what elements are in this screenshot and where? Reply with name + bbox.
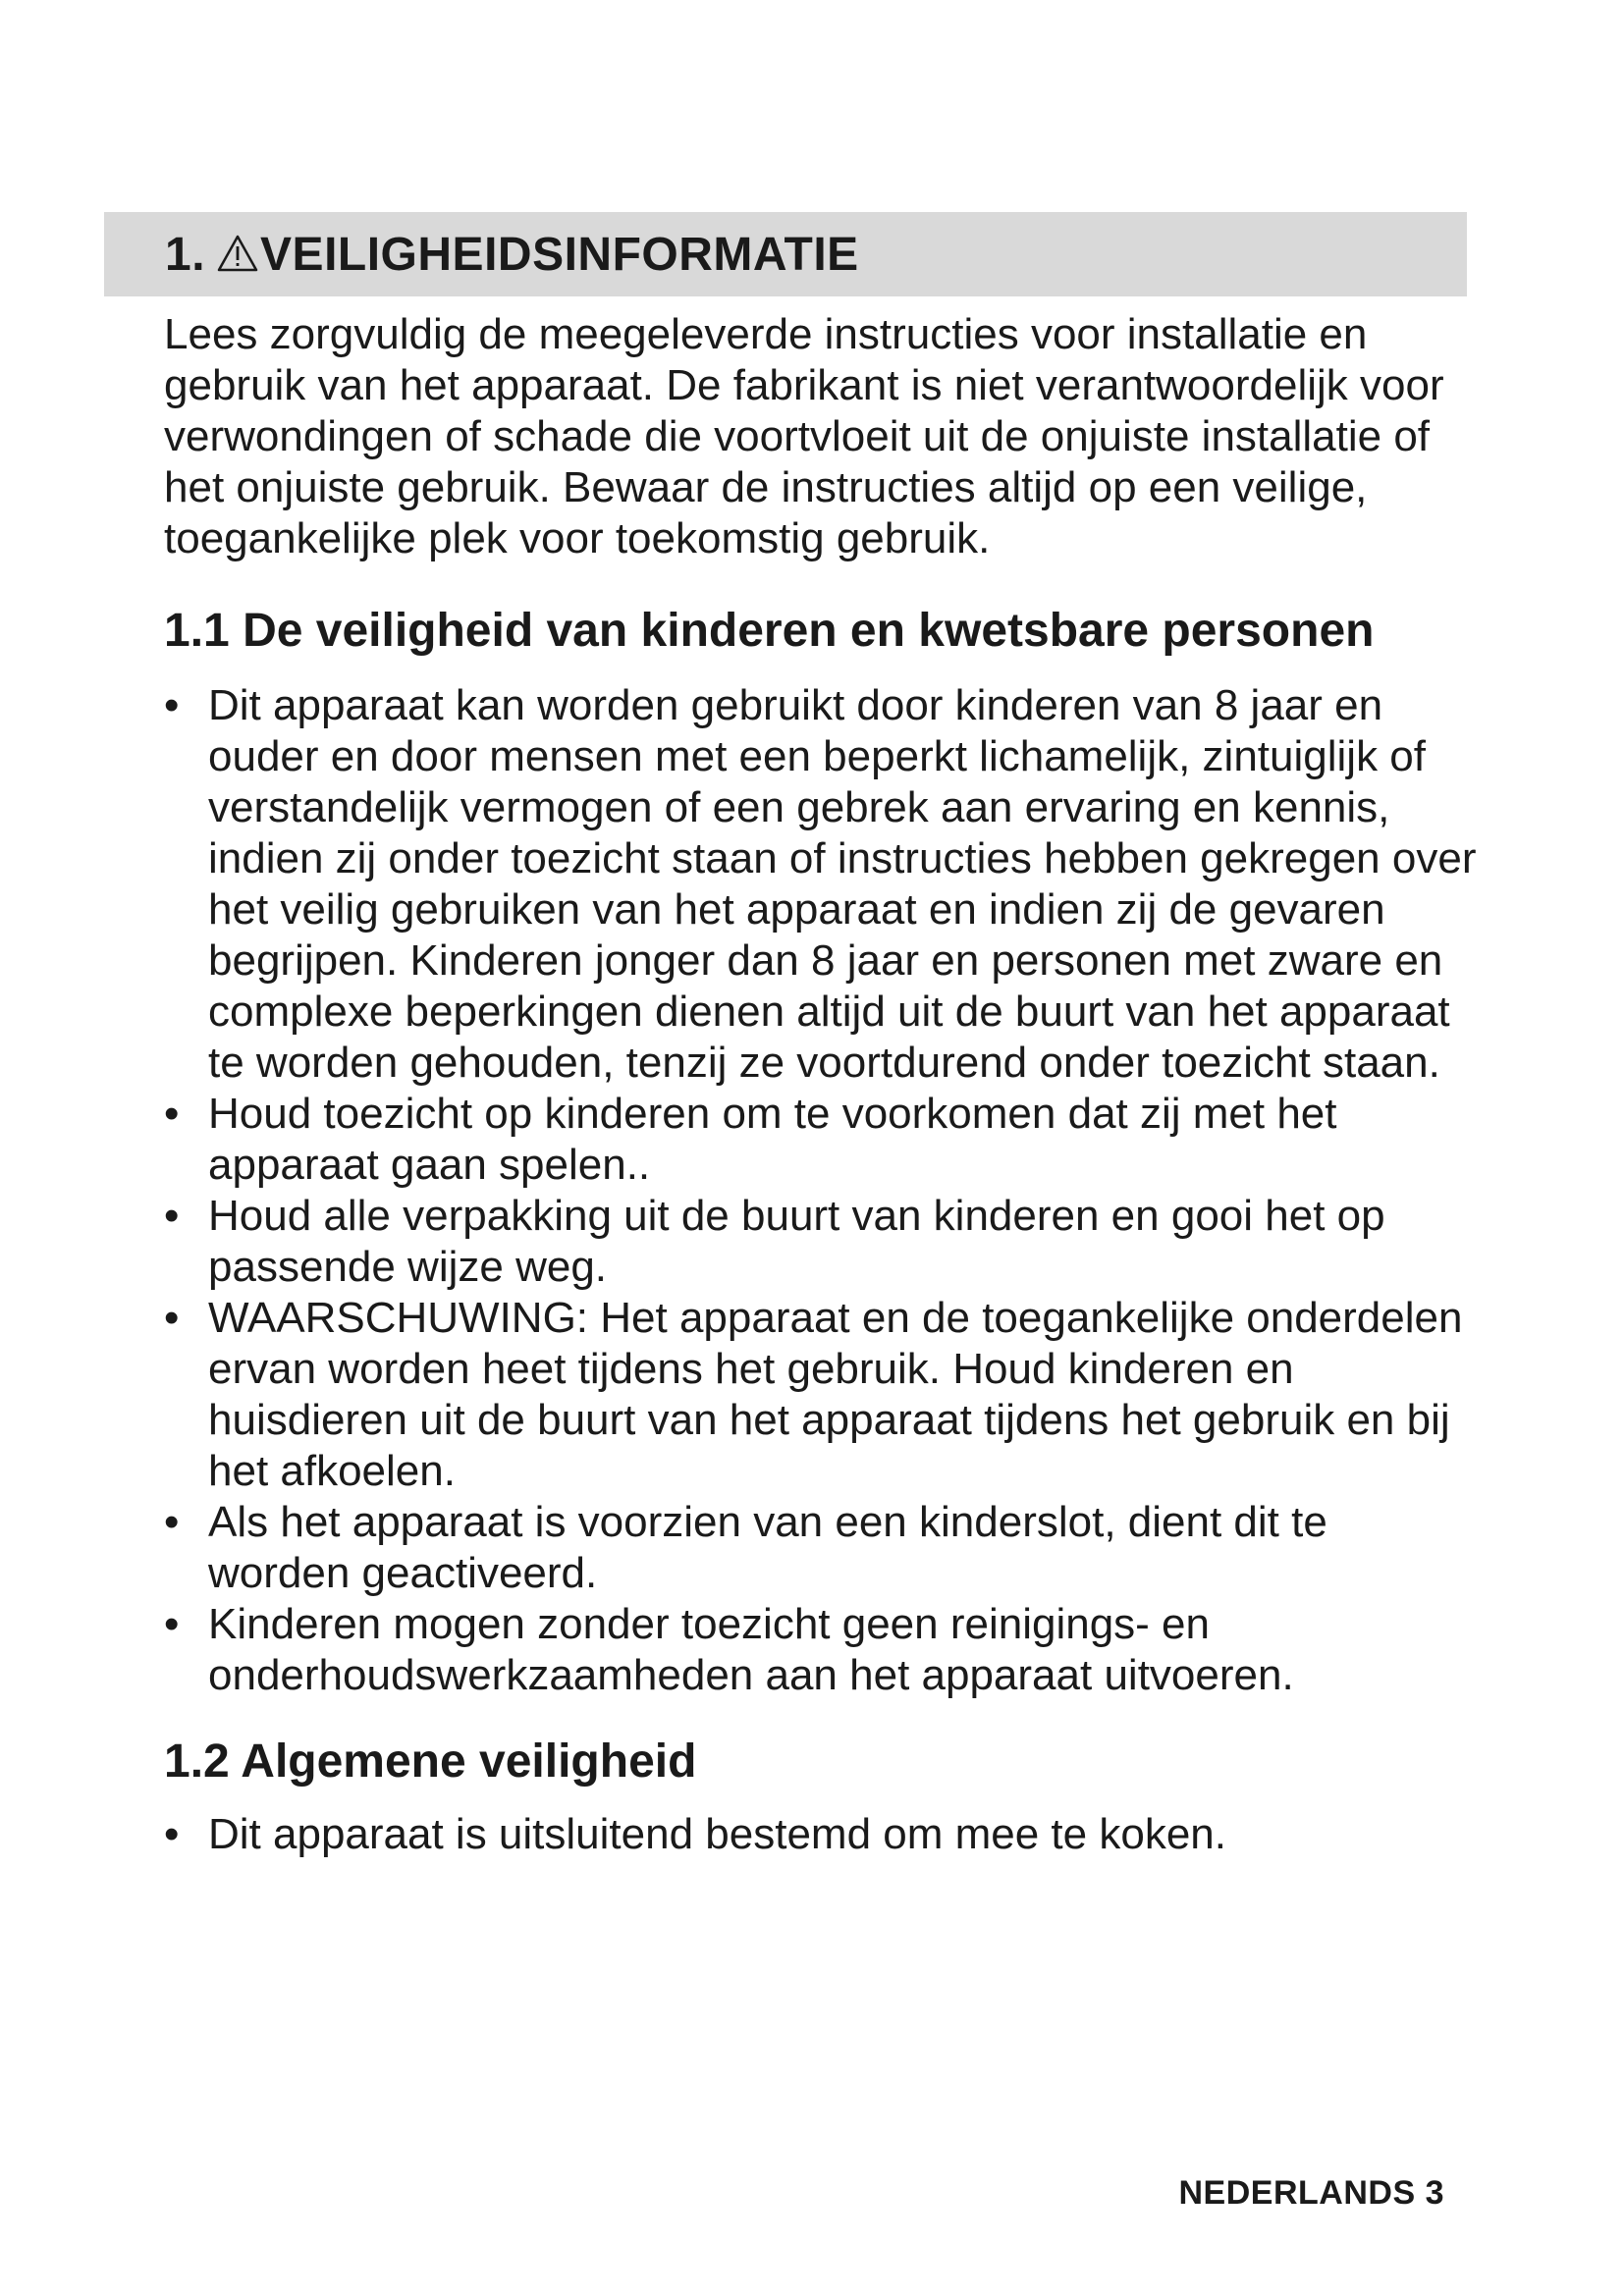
page-number: 3 bbox=[1425, 2174, 1444, 2212]
list-item-text: Houd toezicht op kinderen om te voorkomen dat zij met het apparaat gaan spelen.. bbox=[208, 1090, 1337, 1189]
list-item bbox=[164, 1497, 1480, 1599]
list-item-text: Als het apparaat is voorzien van een kinderslot, dient dit te worden geactiveerd. bbox=[208, 1498, 1327, 1597]
list-item-text: Dit apparaat kan worden gebruikt door kinderen van 8 jaar en ouder en door mensen met een beperkt lichamelijk, zintuiglijk of verstandelijk vermogen of een gebrek aan ervaring en kennis, indien zij onder toezicht staan of instructies hebben gekregen over het veilig gebruiken van het apparaat en indien zij de gevaren begrijpen. Kinderen jonger dan 8 jaar en personen met zware en complexe beperkingen dienen altijd uit de buurt van het apparaat te worden gehouden, tenzij ze voortdurend onder toezicht staan. bbox=[208, 681, 1477, 1087]
bullet-dot: • bbox=[164, 1192, 180, 1240]
subsection-heading-children-safety: 1.1 De veiligheid van kinderen en kwetsbare personen bbox=[164, 605, 1375, 657]
list-item bbox=[164, 1599, 1480, 1701]
bullet-dot: • bbox=[164, 1498, 180, 1546]
bullet-dot: • bbox=[164, 1090, 180, 1138]
list-item bbox=[164, 1293, 1480, 1497]
list-item-text: Dit apparaat is uitsluitend bestemd om mee te koken. bbox=[208, 1810, 1226, 1858]
list-item-text: WAARSCHUWING: Het apparaat en de toegankelijke onderdelen ervan worden heet tijdens het gebruik. Houd kinderen en huisdieren uit de buurt van het apparaat tijdens het gebruik en bij het afkoelen. bbox=[208, 1294, 1463, 1495]
intro-paragraph: Lees zorgvuldig de meegeleverde instructies voor installatie en gebruik van het apparaat. De fabrikant is niet verantwoordelijk voor verwondingen of schade die voortvloeit uit de onjuiste installatie of het onjuiste gebruik. Bewaar de instructies altijd op een veilige, toegankelijke plek voor toekomstig gebruik. bbox=[164, 310, 1444, 562]
list-item bbox=[164, 1191, 1480, 1293]
bullet-dot: • bbox=[164, 1810, 180, 1858]
list-item-text: Houd alle verpakking uit de buurt van kinderen en gooi het op passende wijze weg. bbox=[208, 1192, 1385, 1291]
general-safety-list bbox=[164, 1809, 1480, 1860]
section-title bbox=[165, 228, 859, 282]
children-safety-list bbox=[164, 680, 1480, 1701]
list-item bbox=[164, 680, 1480, 1089]
list-item bbox=[164, 1089, 1480, 1191]
section-title-text: VEILIGHEIDSINFORMATIE bbox=[260, 228, 859, 281]
list-item bbox=[164, 1809, 1480, 1860]
section-number: 1. bbox=[165, 228, 206, 281]
footer-language: NEDERLANDS bbox=[1178, 2174, 1416, 2212]
document-content bbox=[164, 309, 1480, 1860]
section-header-bar bbox=[104, 212, 1467, 296]
warning-triangle-icon bbox=[217, 235, 258, 272]
page-footer bbox=[1179, 2174, 1445, 2213]
bullet-dot: • bbox=[164, 1600, 180, 1648]
bullet-dot: • bbox=[164, 681, 180, 729]
subsection-heading-general-safety: 1.2 Algemene veiligheid bbox=[164, 1735, 697, 1788]
bullet-dot: • bbox=[164, 1294, 180, 1342]
list-item-text: Kinderen mogen zonder toezicht geen reinigings- en onderhoudswerkzaamheden aan het apparaat uitvoeren. bbox=[208, 1600, 1294, 1699]
